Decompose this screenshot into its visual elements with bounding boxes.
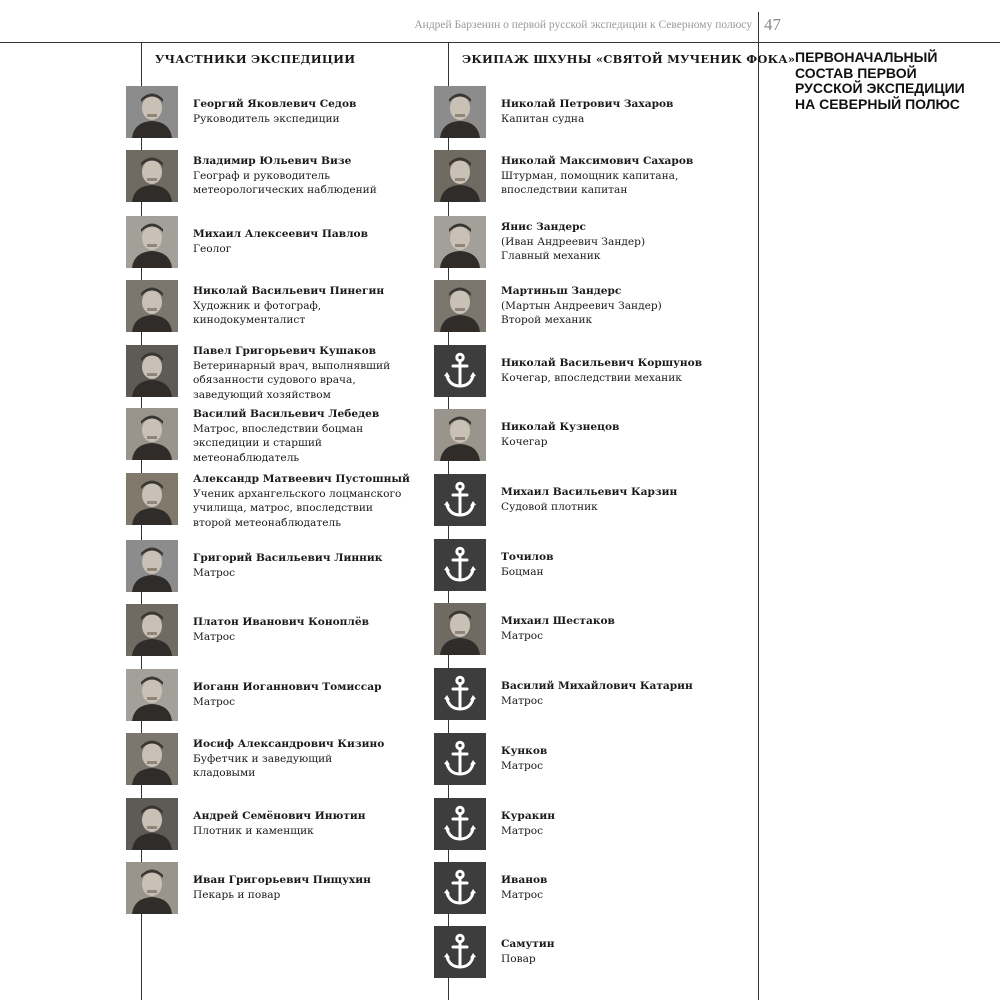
header-divider [758, 12, 759, 42]
participants-entry-text [193, 737, 408, 781]
person-name: Георгий Яковлевич Седов [193, 98, 357, 110]
person-role: Повар [501, 952, 536, 965]
person-name: Андрей Семёнович Инютин [193, 810, 366, 822]
portrait-photo [126, 150, 178, 202]
portrait-photo [126, 604, 178, 656]
portrait-photo [434, 86, 486, 138]
person-name: Кунков [501, 745, 548, 757]
portrait-photo [126, 216, 178, 268]
crew-entry-text [501, 420, 716, 449]
portrait-photo [126, 540, 178, 592]
participants-entry-text [193, 154, 408, 198]
person-role: Ветеринарный врач, выполнявший обязанности судового врача, заведующий хозяйством [193, 359, 391, 401]
portrait-photo [126, 798, 178, 850]
person-name: Иоганн Иоганнович Томиссар [193, 681, 382, 693]
crew-entry-text [501, 809, 716, 838]
crew-entry-text [501, 679, 716, 708]
person-name: Иванов [501, 874, 548, 886]
participants-entry-text [193, 809, 408, 838]
person-role: (Иван Андреевич Зандер) Главный механик [501, 235, 646, 263]
crew-entry-text [501, 154, 716, 198]
person-role: Матрос [193, 566, 236, 579]
person-role: Географ и руководитель метеорологических наблюдений [193, 169, 377, 197]
side-title: ПЕРВОНАЧАЛЬНЫЙ СОСТАВ ПЕРВОЙ РУССКОЙ ЭКСПЕДИЦИИ НА СЕВЕРНЫЙ ПОЛЮС [795, 49, 965, 112]
participants-entry-text [193, 873, 408, 902]
person-name: Григорий Васильевич Линник [193, 552, 383, 564]
crew-entry-text [501, 614, 716, 643]
person-name: Николай Максимович Сахаров [501, 155, 694, 167]
person-role: Художник и фотограф, кинодокументалист [193, 299, 322, 327]
crew-entry-text [501, 937, 716, 966]
person-role: Штурман, помощник капитана, впоследствии капитан [501, 169, 679, 197]
person-role: Руководитель экспедиции [193, 112, 340, 125]
person-role: Матрос [501, 888, 544, 901]
participants-heading: УЧАСТНИКИ ЭКСПЕДИЦИИ [155, 52, 356, 66]
anchor-icon [434, 926, 486, 978]
portrait-photo [434, 150, 486, 202]
person-name: Василий Васильевич Лебедев [193, 408, 380, 420]
person-role: Боцман [501, 565, 544, 578]
person-name: Иван Григорьевич Пищухин [193, 874, 371, 886]
crew-entry-text [501, 97, 716, 126]
person-role: Матрос, впоследствии боцман экспедиции и старший метеонаблюдатель [193, 422, 364, 464]
person-name: Михаил Шестаков [501, 615, 615, 627]
portrait-photo [434, 216, 486, 268]
participants-entry-text [193, 615, 408, 644]
portrait-photo [126, 862, 178, 914]
portrait-photo [434, 280, 486, 332]
anchor-icon [434, 862, 486, 914]
person-role: Матрос [193, 630, 236, 643]
participants-entry-text [193, 284, 408, 328]
person-name: Мартиньш Зандерс [501, 285, 622, 297]
participants-entry-text [193, 407, 408, 465]
crew-entry-text [501, 744, 716, 773]
anchor-icon [434, 345, 486, 397]
portrait-photo [126, 86, 178, 138]
person-name: Михаил Васильевич Карзин [501, 486, 678, 498]
portrait-photo [434, 409, 486, 461]
portrait-photo [126, 345, 178, 397]
anchor-icon [434, 733, 486, 785]
person-name: Михаил Алексеевич Павлов [193, 228, 368, 240]
person-name: Янис Зандерс [501, 221, 587, 233]
person-role: Пекарь и повар [193, 888, 281, 901]
person-role: Капитан судна [501, 112, 585, 125]
header-rule [0, 42, 1000, 43]
person-name: Владимир Юльевич Визе [193, 155, 352, 167]
person-name: Василий Михайлович Катарин [501, 680, 693, 692]
person-role: Геолог [193, 242, 232, 255]
participants-entry-text [193, 97, 408, 126]
crew-entry-text [501, 550, 716, 579]
participants-entry-text [193, 680, 408, 709]
page-number: 47 [764, 15, 781, 34]
person-name: Точилов [501, 551, 554, 563]
person-role: Матрос [501, 759, 544, 772]
person-name: Иосиф Александрович Кизино [193, 738, 385, 750]
person-role: (Мартын Андреевич Зандер) Второй механик [501, 299, 662, 327]
anchor-icon [434, 474, 486, 526]
sidebar-divider-line [758, 42, 759, 1000]
person-role: Матрос [193, 695, 236, 708]
person-role: Матрос [501, 824, 544, 837]
anchor-icon [434, 668, 486, 720]
crew-entry-text [501, 873, 716, 902]
person-role: Матрос [501, 629, 544, 642]
crew-entry-text [501, 356, 716, 385]
person-name: Куракин [501, 810, 555, 822]
participants-entry-text [193, 472, 408, 530]
person-name: Александр Матвеевич Пустошный [193, 473, 410, 485]
crew-heading: ЭКИПАЖ ШХУНЫ «СВЯТОЙ МУЧЕНИК ФОКА» [462, 52, 796, 66]
person-name: Николай Васильевич Пинегин [193, 285, 385, 297]
person-role: Ученик архангельского лоцманского училища, матрос, впоследствии второй метеонаблюдатель [193, 487, 402, 529]
participants-entry-text [193, 344, 408, 402]
person-name: Николай Кузнецов [501, 421, 620, 433]
running-title: Андрей Барзенин о первой русской экспедиции к Северному полюсу [414, 19, 752, 31]
person-name: Самутин [501, 938, 555, 950]
participants-entry-text [193, 227, 408, 256]
crew-entry-text [501, 284, 716, 328]
crew-entry-text [501, 220, 716, 264]
person-name: Николай Петрович Захаров [501, 98, 674, 110]
portrait-photo [434, 603, 486, 655]
person-role: Матрос [501, 694, 544, 707]
anchor-icon [434, 798, 486, 850]
person-role: Кочегар, впоследствии механик [501, 371, 682, 384]
anchor-icon [434, 539, 486, 591]
person-role: Кочегар [501, 435, 548, 448]
portrait-photo [126, 733, 178, 785]
participants-entry-text [193, 551, 408, 580]
person-role: Плотник и каменщик [193, 824, 314, 837]
portrait-photo [126, 408, 178, 460]
person-name: Павел Григорьевич Кушаков [193, 345, 377, 357]
person-name: Платон Иванович Коноплёв [193, 616, 369, 628]
person-role: Судовой плотник [501, 500, 598, 513]
person-name: Николай Васильевич Коршунов [501, 357, 703, 369]
portrait-photo [126, 473, 178, 525]
portrait-photo [126, 669, 178, 721]
person-role: Буфетчик и заведующий кладовыми [193, 752, 333, 780]
portrait-photo [126, 280, 178, 332]
crew-entry-text [501, 485, 716, 514]
